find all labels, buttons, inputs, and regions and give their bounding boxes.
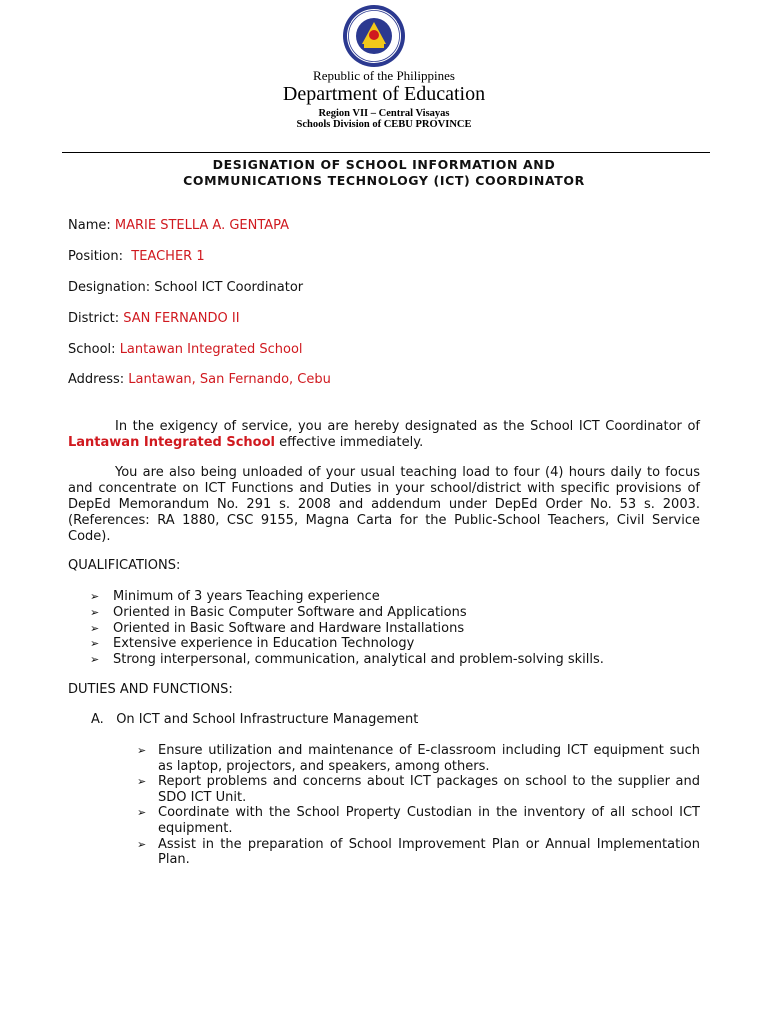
- letterhead-department: Department of Education: [282, 83, 486, 105]
- field-designation: [68, 280, 303, 295]
- qualifications-list: [90, 589, 710, 668]
- duties-list: [137, 743, 700, 868]
- arrowhead-bullet-icon: ➢: [137, 744, 147, 757]
- list-item: ➢ Ensure utilization and maintenance of E-classroom including ICT equipment such as laptop, projectors, and speakers, among others.: [137, 743, 700, 774]
- field-name-label: Name:: [68, 218, 111, 233]
- header-divider: [62, 152, 710, 153]
- list-item: ➢ Oriented in Basic Computer Software and Applications: [90, 604, 467, 620]
- section-a-title: On ICT and School Infrastructure Management: [116, 712, 419, 727]
- letterhead-region: Region VII – Central Visayas: [318, 108, 450, 119]
- field-position-value: TEACHER 1: [131, 249, 205, 264]
- field-school: [68, 342, 303, 357]
- field-address: [68, 372, 331, 387]
- arrowhead-bullet-icon: ➢: [137, 806, 147, 820]
- arrowhead-bullet-icon: ➢: [137, 775, 147, 789]
- list-item: ➢ Assist in the preparation of School Improvement Plan or Annual Implementation Plan.: [137, 836, 700, 868]
- body-paragraph-1-tail: effective immediately.: [279, 435, 424, 450]
- field-district-label: District:: [68, 311, 120, 326]
- list-item: ➢ Report problems and concerns about ICT packages on school to the supplier and SDO ICT Unit.: [137, 774, 700, 805]
- document-title-line-1: DESIGNATION OF SCHOOL INFORMATION AND: [212, 157, 556, 172]
- qualifications-heading: QUALIFICATIONS:: [68, 558, 181, 573]
- body-paragraph-2: You are also being unloaded of your usual teaching load to four (4) hours daily to focus and concentrate on ICT Functions and Duties in your school/district with specific provisions of DepEd Memorandum No. 291 s. 2008 and addendum under DepEd Order No. 53 s. 2003. (References: RA 1880, CSC 9155, Magna Carta for the Public-School Teachers, Civil Service Code).: [68, 465, 700, 544]
- section-a-marker: A.: [91, 712, 104, 727]
- field-district: [68, 311, 240, 326]
- arrowhead-bullet-icon: ➢: [90, 621, 100, 635]
- arrowhead-bullet-icon: ➢: [90, 590, 100, 603]
- field-address-value: Lantawan, San Fernando, Cebu: [128, 372, 331, 387]
- duties-section-a: [91, 712, 418, 727]
- field-school-label: School:: [68, 342, 116, 357]
- arrowhead-bullet-icon: ➢: [90, 605, 100, 619]
- body-paragraph-1-school: Lantawan Integrated School: [68, 435, 275, 450]
- letterhead-republic: Republic of the Philippines: [313, 68, 455, 83]
- field-school-value: Lantawan Integrated School: [119, 342, 303, 357]
- letterhead-division: Schools Division of CEBU PROVINCE: [296, 119, 472, 130]
- field-district-value: SAN FERNANDO II: [123, 311, 240, 326]
- body-paragraph-1-text: In the exigency of service, you are hereby designated as the School ICT Coordinator of: [115, 419, 700, 434]
- field-position: [68, 249, 205, 264]
- list-item: ➢ Oriented in Basic Software and Hardware Installations: [90, 620, 465, 636]
- field-position-label: Position:: [68, 249, 123, 264]
- arrowhead-bullet-icon: ➢: [90, 637, 100, 651]
- deped-seal-icon: [342, 4, 406, 68]
- field-name-value: MARIE STELLA A. GENTAPA: [114, 218, 290, 233]
- body-paragraph-1: [68, 419, 700, 451]
- document-title-line-2: COMMUNICATIONS TECHNOLOGY (ICT) COORDINATOR: [183, 173, 585, 188]
- list-item: ➢ Strong interpersonal, communication, analytical and problem-solving skills.: [90, 652, 604, 668]
- field-address-label: Address:: [68, 372, 125, 387]
- field-designation-value: School ICT Coordinator: [154, 280, 304, 295]
- list-item: ➢ Minimum of 3 years Teaching experience: [90, 589, 380, 604]
- duties-heading: DUTIES AND FUNCTIONS:: [68, 682, 233, 697]
- arrowhead-bullet-icon: ➢: [137, 837, 147, 851]
- field-designation-label: Designation:: [68, 280, 151, 295]
- list-item: ➢ Coordinate with the School Property Custodian in the inventory of all school ICT equipment.: [137, 805, 700, 836]
- list-item: ➢ Extensive experience in Education Technology: [90, 636, 415, 652]
- arrowhead-bullet-icon: ➢: [90, 653, 100, 667]
- field-name: [68, 218, 289, 233]
